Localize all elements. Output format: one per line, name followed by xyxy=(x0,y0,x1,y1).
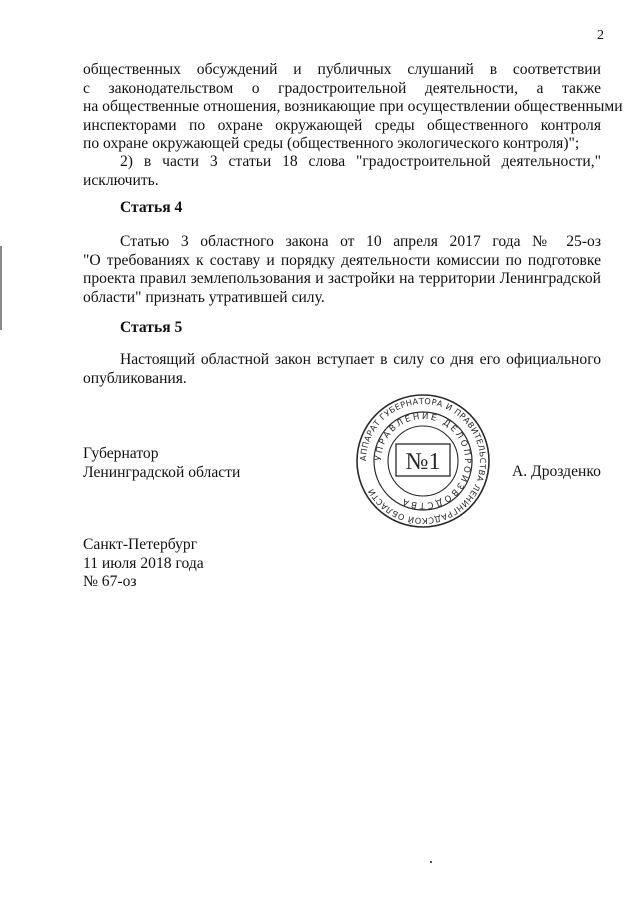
text-line: по охране окружающей среды (общественного экологического контроля)"; xyxy=(83,135,580,152)
article-5-text xyxy=(83,351,601,388)
signatory-title xyxy=(83,444,240,482)
page-number: 2 xyxy=(597,28,604,43)
text-line: 2) в части 3 статьи 18 слова "градостроительной деятельности," xyxy=(120,153,601,170)
law-number: № 67-оз xyxy=(83,573,137,590)
article-4-heading: Статья 4 xyxy=(120,199,183,216)
signatory-title-line: Ленинградской области xyxy=(83,464,241,481)
paragraph-continuation xyxy=(83,61,623,154)
article-5-heading: Статья 5 xyxy=(120,319,183,336)
text-line: "О требованиях к составу и порядку деятельности комиссии по подготовке xyxy=(83,251,601,269)
seal-outer-text: АППАРАТ ГУБЕРНАТОРА И ПРАВИТЕЛЬСТВА ЛЕНИНГРАДСКОЙ ОБЛАСТИ xyxy=(357,395,489,527)
text-line: проекта правил землепользования и застройки на территории Ленинградской xyxy=(83,270,601,287)
signatory-name: А. Дрозденко xyxy=(512,463,601,480)
text-line: с законодательством о градостроительной деятельности, а также xyxy=(83,79,601,97)
text-line: инспекторами по охране окружающей среды общественного контроля xyxy=(83,116,601,134)
text-line: Настоящий областной закон вступает в силу со дня его официального xyxy=(120,351,601,368)
text-line: опубликования. xyxy=(83,369,187,387)
seal-number: №1 xyxy=(405,449,441,475)
signatory-title-line: Губернатор xyxy=(83,445,159,462)
text-line: Статью 3 областного закона от 10 апреля 2017 года № 25-оз xyxy=(120,233,601,250)
paragraph-item-2 xyxy=(83,153,601,190)
scan-edge-mark xyxy=(0,246,2,330)
article-4-text xyxy=(83,233,601,307)
text-line: области" признать утратившей силу. xyxy=(83,288,325,306)
place-of-signing: Санкт-Петербург xyxy=(83,536,198,553)
seal-inner-text: УПРАВЛЕНИЕ ДЕЛОПРОИЗВОДСТВА xyxy=(373,411,473,511)
scan-speck xyxy=(430,861,432,863)
signing-date: 11 июля 2018 года xyxy=(83,554,204,572)
document-footer xyxy=(83,536,204,592)
seal-graphic xyxy=(354,392,492,530)
official-seal xyxy=(354,392,492,530)
text-line: исключить. xyxy=(83,171,159,189)
text-line: общественных обсуждений и публичных слушаний в соответствии xyxy=(83,61,601,78)
text-line: на общественные отношения, возникающие при осуществлении общественными xyxy=(83,98,623,115)
